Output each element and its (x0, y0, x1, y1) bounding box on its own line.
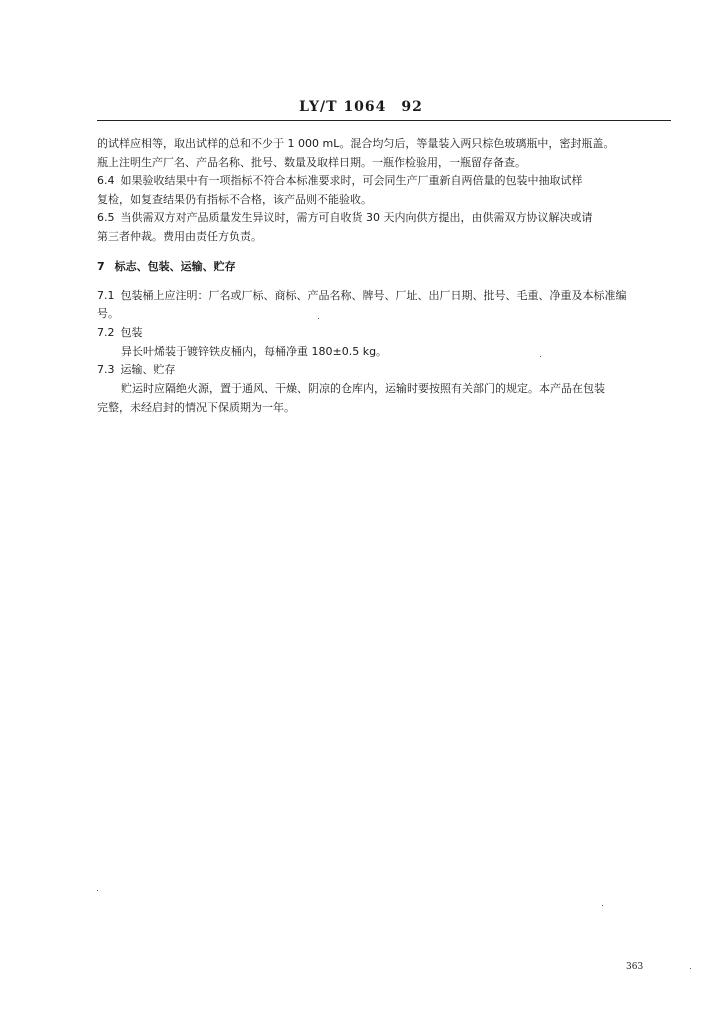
scan-speck (97, 890, 98, 891)
scan-speck (318, 318, 319, 319)
scan-speck (540, 356, 541, 357)
clause-text: 如果验收结果中有一项指标不符合本标准要求时，可会同生产厂重新自两倍量的包装中抽取试样 (120, 174, 583, 187)
clause-7-2 (97, 325, 143, 341)
paragraph-line: 号。 (97, 307, 119, 320)
clause-7-1 (97, 288, 627, 304)
clause-6-5 (97, 210, 593, 226)
page-number: 363 (626, 962, 644, 972)
clause-number: 6.5 (97, 211, 115, 224)
clause-6-4 (97, 173, 583, 189)
header-rule (97, 120, 671, 121)
paragraph-line: 异长叶烯装于镀锌铁皮桶内，每桶净重 180±0.5 kg。 (121, 345, 388, 358)
paragraph-line: 第三者仲裁。费用由责任方负责。 (97, 230, 262, 243)
paragraph-line: 瓶上注明生产厂名、产品名称、批号、数量及取样日期。一瓶作检验用，一瓶留存备查。 (97, 156, 526, 169)
clause-number: 7.3 (97, 363, 115, 376)
scan-speck (690, 968, 691, 969)
clause-text: 当供需双方对产品质量发生异议时，需方可自收货 30 天内向供方提出，由供需双方协议解决或请 (120, 211, 593, 224)
clause-title: 包装 (120, 326, 143, 339)
paragraph-line: 完整，未经启封的情况下保质期为一年。 (97, 401, 295, 414)
section-number: 7 (97, 260, 105, 273)
clause-7-3 (97, 362, 176, 378)
standard-header: LY/T 1064 92 (299, 99, 423, 115)
section-7-heading (97, 259, 236, 275)
paragraph-line: 的试样应相等，取出试样的总和不少于 1 000 mL。混合均匀后，等量装入两只棕色玻璃瓶中，密封瓶盖。 (97, 137, 615, 150)
clause-text: 包装桶上应注明：厂名或厂标、商标、产品名称、牌号、厂址、出厂日期、批号、毛重、净重及本标准编 (120, 289, 627, 302)
paragraph-line: 复检，如复查结果仍有指标不合格，该产品则不能验收。 (97, 193, 372, 206)
clause-number: 7.2 (97, 326, 115, 339)
clause-number: 7.1 (97, 289, 115, 302)
scan-speck (602, 905, 603, 906)
clause-title: 运输、贮存 (120, 363, 176, 376)
section-title: 标志、包装、运输、贮存 (114, 260, 236, 273)
clause-number: 6.4 (97, 174, 115, 187)
paragraph-line: 贮运时应隔绝火源，置于通风、干燥、阴凉的仓库内，运输时要按照有关部门的规定。本产品在包装 (121, 382, 605, 395)
